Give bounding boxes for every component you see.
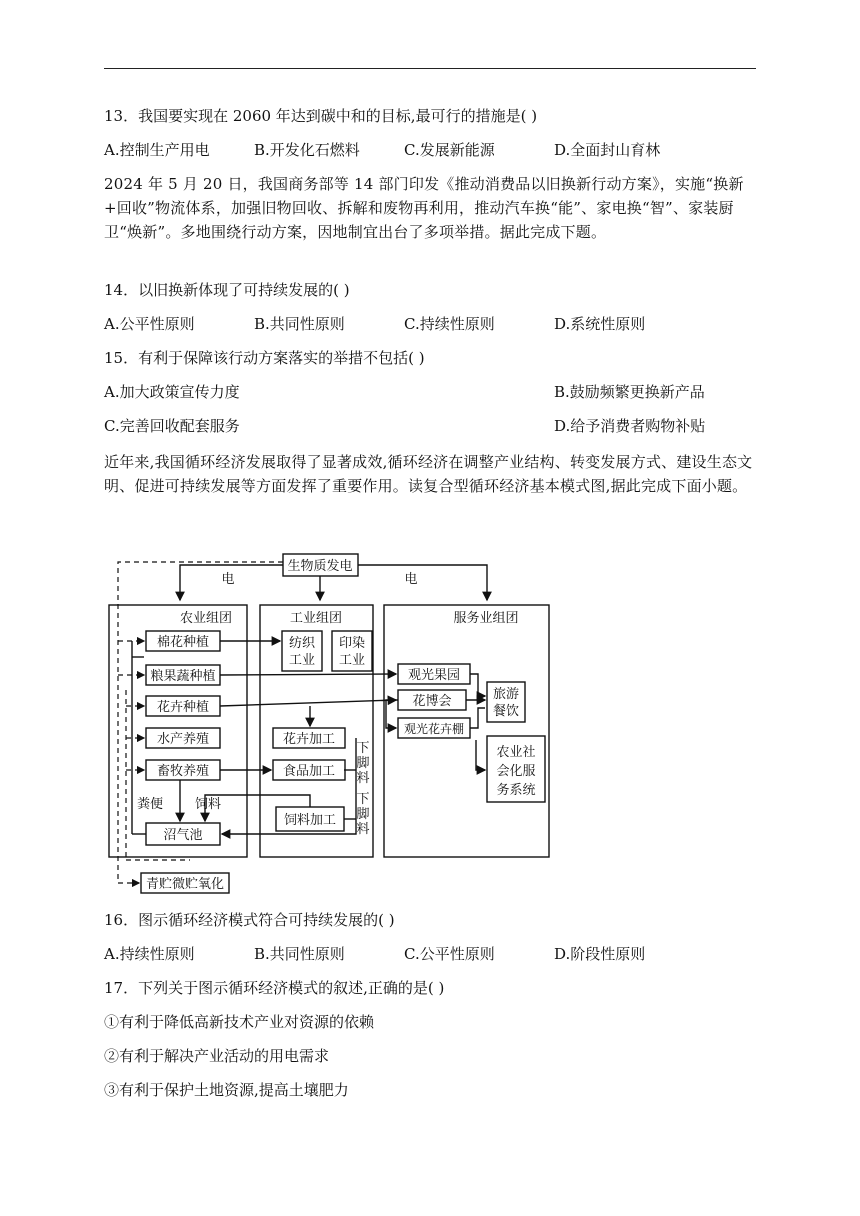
q16-option-d: D.阶段性原则 xyxy=(554,945,646,963)
q17-item-3: ③有利于保护土地资源,提高土壤肥力 xyxy=(104,1081,349,1099)
scrap-label-1a: 下 xyxy=(356,741,370,756)
manure-label: 粪便 xyxy=(136,797,164,812)
tourism-label-1: 旅游 xyxy=(492,687,520,702)
q15-option-b: B.鼓励频繁更换新产品 xyxy=(554,383,705,401)
dyeing-label-1: 印染 xyxy=(338,636,366,651)
passage-circular-economy: 近年来,我国循环经济发展取得了显著成效,循环经济在调整产业结构、转变发展方式、建设生态文明、促进可持续发展等方面发挥了重要作用。读复合型循环经济基本模式图,据此完成下面小题。 xyxy=(104,453,753,495)
q14-option-a: A.公平性原则 xyxy=(104,315,195,333)
q17-item-1: ①有利于降低高新技术产业对资源的依赖 xyxy=(104,1013,375,1031)
feed-processing-label: 饲料加工 xyxy=(283,813,337,828)
orchard-label: 观光果园 xyxy=(407,668,461,683)
q13-option-c: C.发展新能源 xyxy=(404,141,495,159)
silage-label: 青贮微贮氧化 xyxy=(145,877,225,892)
q17-stem: 17．下列关于图示循环经济模式的叙述,正确的是( ) xyxy=(104,979,445,997)
flower-processing-label: 花卉加工 xyxy=(282,732,336,747)
biomass-power-label: 生物质发电 xyxy=(287,559,353,574)
livestock-label: 畜牧养殖 xyxy=(156,764,210,779)
flower-greenhouse-label: 观光花卉棚 xyxy=(403,722,465,736)
scrap-label-1c: 料 xyxy=(356,771,370,786)
electricity-label-right: 电 xyxy=(404,572,418,587)
aquaculture-label: 水产养殖 xyxy=(156,732,210,747)
q16-option-a: A.持续性原则 xyxy=(104,945,195,963)
q16-stem: 16．图示循环经济模式符合可持续发展的( ) xyxy=(104,911,395,929)
q13-option-a: A.控制生产用电 xyxy=(104,141,210,159)
service-group-label: 服务业组团 xyxy=(453,611,519,626)
textile-label-1: 纺织 xyxy=(288,636,316,651)
scrap-label-2c: 料 xyxy=(356,822,370,837)
tourism-label-2: 餐饮 xyxy=(492,704,520,719)
social-service-label-2: 会化服 xyxy=(496,764,536,779)
header-rule xyxy=(104,68,756,69)
agri-group-label: 农业组团 xyxy=(179,611,233,626)
scrap-label-2a: 下 xyxy=(356,792,370,807)
q14-option-b: B.共同性原则 xyxy=(254,315,345,333)
q13-stem: 13．我国要实现在 2060 年达到碳中和的目标,最可行的措施是( ) xyxy=(104,107,538,125)
q14-stem: 14．以旧换新体现了可持续发展的( ) xyxy=(104,281,350,299)
q13-option-b: B.开发化石燃料 xyxy=(254,141,360,159)
q15-stem: 15．有利于保障该行动方案落实的举措不包括( ) xyxy=(104,349,425,367)
q15-option-a: A.加大政策宣传力度 xyxy=(104,383,240,401)
cotton-label: 棉花种植 xyxy=(156,635,210,650)
feed-label: 饲料 xyxy=(194,797,222,812)
passage-trade-in: 2024 年 5 月 20 日，我国商务部等 14 部门印发《推动消费品以旧换新行动方案》，实施“换新+回收”物流体系，加强旧物回收、拆解和废物再利用，推动汽车换“能”、家电换“智”、家装厨卫“焕新”。多地围绕行动方案，因地制宜出台了多项举措。据此完成下题。 xyxy=(104,175,744,241)
scrap-label-1b: 脚 xyxy=(356,756,370,771)
q14-option-d: D.系统性原则 xyxy=(554,315,646,333)
industry-group-label: 工业组团 xyxy=(289,611,343,626)
scrap-label-2b: 脚 xyxy=(356,807,370,822)
q13-option-d: D.全面封山育林 xyxy=(554,141,661,159)
q16-option-b: B.共同性原则 xyxy=(254,945,345,963)
grain-fruit-veg-label: 粮果蔬种植 xyxy=(150,669,216,684)
dyeing-label-2: 工业 xyxy=(338,653,366,668)
q17-item-2: ②有利于解决产业活动的用电需求 xyxy=(104,1047,330,1065)
q15-option-d: D.给予消费者购物补贴 xyxy=(554,417,706,435)
social-service-label-1: 农业社 xyxy=(496,745,536,760)
q15-option-c: C.完善回收配套服务 xyxy=(104,417,240,435)
social-service-label-3: 务系统 xyxy=(496,783,536,798)
q16-option-c: C.公平性原则 xyxy=(404,945,495,963)
q14-option-c: C.持续性原则 xyxy=(404,315,495,333)
biogas-label: 沼气池 xyxy=(163,828,203,843)
food-processing-label: 食品加工 xyxy=(282,764,336,779)
circular-economy-diagram xyxy=(104,546,564,898)
flower-planting-label: 花卉种植 xyxy=(156,700,210,715)
flower-expo-label: 花博会 xyxy=(412,694,452,709)
electricity-label-left: 电 xyxy=(221,572,235,587)
textile-label-2: 工业 xyxy=(288,653,316,668)
